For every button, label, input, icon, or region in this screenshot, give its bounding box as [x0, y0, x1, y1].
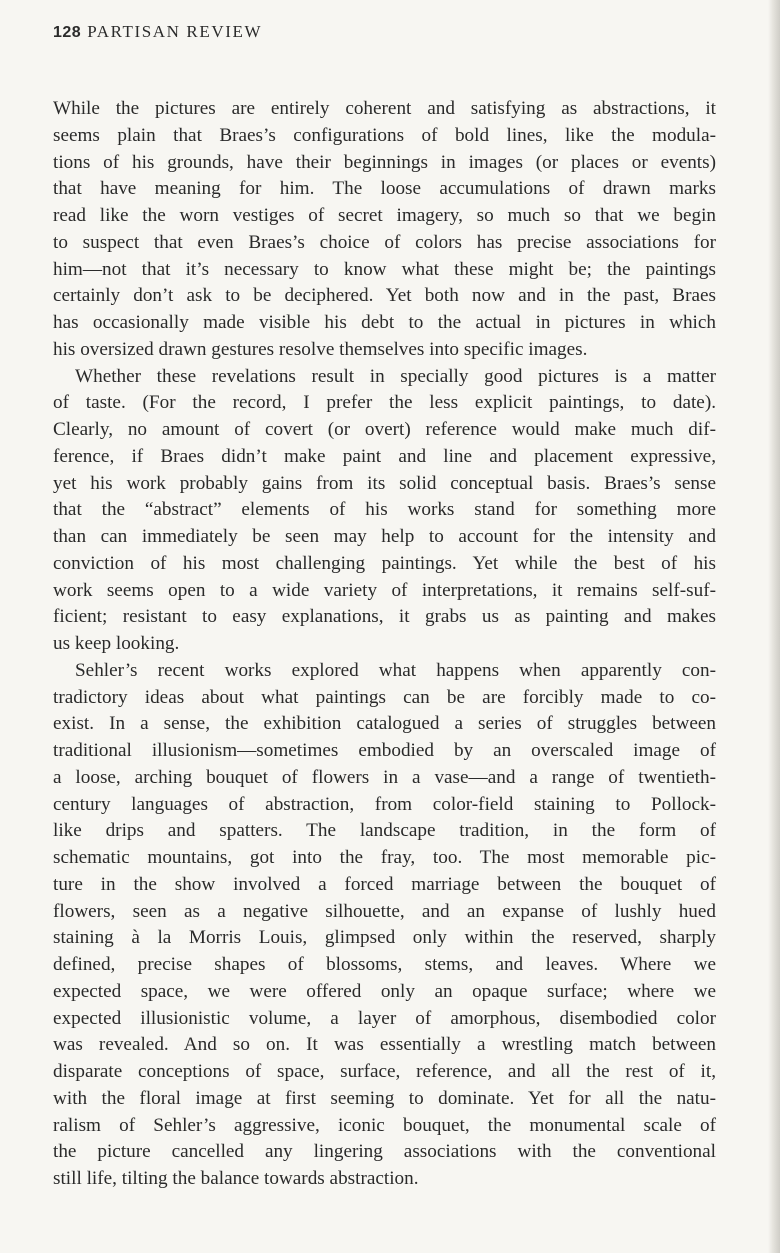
text-line: conviction of his most challenging paintings. Yet while the best of his [53, 552, 716, 574]
article-body [53, 96, 716, 1193]
text-line: that the “abstract” elements of his works stand for something more [53, 499, 716, 521]
text-line: ture in the show involved a forced marriage between the bouquet of [53, 873, 716, 895]
text-line: ference, if Braes didn’t make paint and line and placement expressive, [53, 445, 716, 467]
text-line: staining à la Morris Louis, glimpsed only within the reserved, sharply [53, 927, 716, 949]
text-line: than can immediately be seen may help to account for the intensity and [53, 526, 716, 547]
text-line: still life, tilting the balance towards abstraction. [53, 1168, 419, 1189]
text-line: ralism of Sehler’s aggressive, iconic bouquet, the monumental scale of [53, 1114, 716, 1136]
text-line: Whether these revelations result in specially good pictures is a matter [75, 365, 716, 387]
text-line: was revealed. And so on. It was essentially a wrestling match between [53, 1034, 716, 1056]
text-line: disparate conceptions of space, surface, reference, and all the rest of it, [53, 1061, 716, 1082]
journal-title: PARTISAN REVIEW [87, 22, 263, 41]
text-line: a loose, arching bouquet of flowers in a vase—and a range of twentieth- [53, 766, 716, 788]
text-line: expected illusionistic volume, a layer of amorphous, disembodied color [53, 1007, 716, 1029]
running-head [53, 20, 262, 45]
paragraph-3 [53, 658, 716, 1193]
text-line: traditional illusionism—sometimes embodied by an overscaled image of [53, 740, 716, 761]
text-line: ficient; resistant to easy explanations, it grabs us as painting and makes [53, 606, 716, 628]
text-line: that have meaning for him. The loose accumulations of drawn marks [53, 178, 716, 200]
text-line: Clearly, no amount of covert (or overt) reference would make much dif- [53, 419, 716, 440]
text-line: work seems open to a wide variety of interpretations, it remains self-suf- [53, 579, 716, 601]
text-line: us keep looking. [53, 633, 180, 654]
text-line: expected space, we were offered only an opaque surface; where we [53, 980, 716, 1002]
text-line: to suspect that even Braes’s choice of colors has precise associations for [53, 231, 716, 253]
text-line: schematic mountains, got into the fray, too. The most memorable pic- [53, 847, 716, 868]
text-line: tions of his grounds, have their beginnings in images (or places or events) [53, 151, 716, 173]
text-line: exist. In a sense, the exhibition catalogued a series of struggles between [53, 713, 716, 735]
text-line: with the floral image at first seeming to dominate. Yet for all the natu- [53, 1087, 716, 1109]
text-line: him—not that it’s necessary to know what these might be; the paintings [53, 258, 716, 280]
text-line: his oversized drawn gestures resolve themselves into specific images. [53, 338, 588, 360]
page-number: 128 [53, 24, 82, 41]
paragraph-1 [53, 96, 716, 364]
text-line: While the pictures are entirely coherent and satisfying as abstractions, it [53, 98, 716, 119]
text-line: the picture cancelled any lingering associations with the conventional [53, 1141, 716, 1163]
text-line: tradictory ideas about what paintings can be are forcibly made to co- [53, 686, 716, 708]
text-line: like drips and spatters. The landscape tradition, in the form of [53, 820, 716, 842]
text-line: of taste. (For the record, I prefer the less explicit paintings, to date). [53, 392, 716, 414]
text-line: certainly don’t ask to be deciphered. Yet both now and in the past, Braes [53, 285, 716, 307]
text-line: flowers, seen as a negative silhouette, and an expanse of lushly hued [53, 900, 716, 922]
text-line: seems plain that Braes’s configurations of bold lines, like the modula- [53, 124, 716, 146]
page-edge-shadow [768, 0, 780, 1253]
text-line: read like the worn vestiges of secret imagery, so much so that we begin [53, 205, 716, 226]
text-line: Sehler’s recent works explored what happens when apparently con- [75, 659, 716, 681]
text-line: defined, precise shapes of blossoms, stems, and leaves. Where we [53, 954, 716, 975]
text-line: has occasionally made visible his debt to the actual in pictures in which [53, 312, 716, 333]
paragraph-2 [53, 364, 716, 658]
text-line: century languages of abstraction, from color-field staining to Pollock- [53, 793, 716, 815]
text-line: yet his work probably gains from its solid conceptual basis. Braes’s sense [53, 472, 716, 494]
